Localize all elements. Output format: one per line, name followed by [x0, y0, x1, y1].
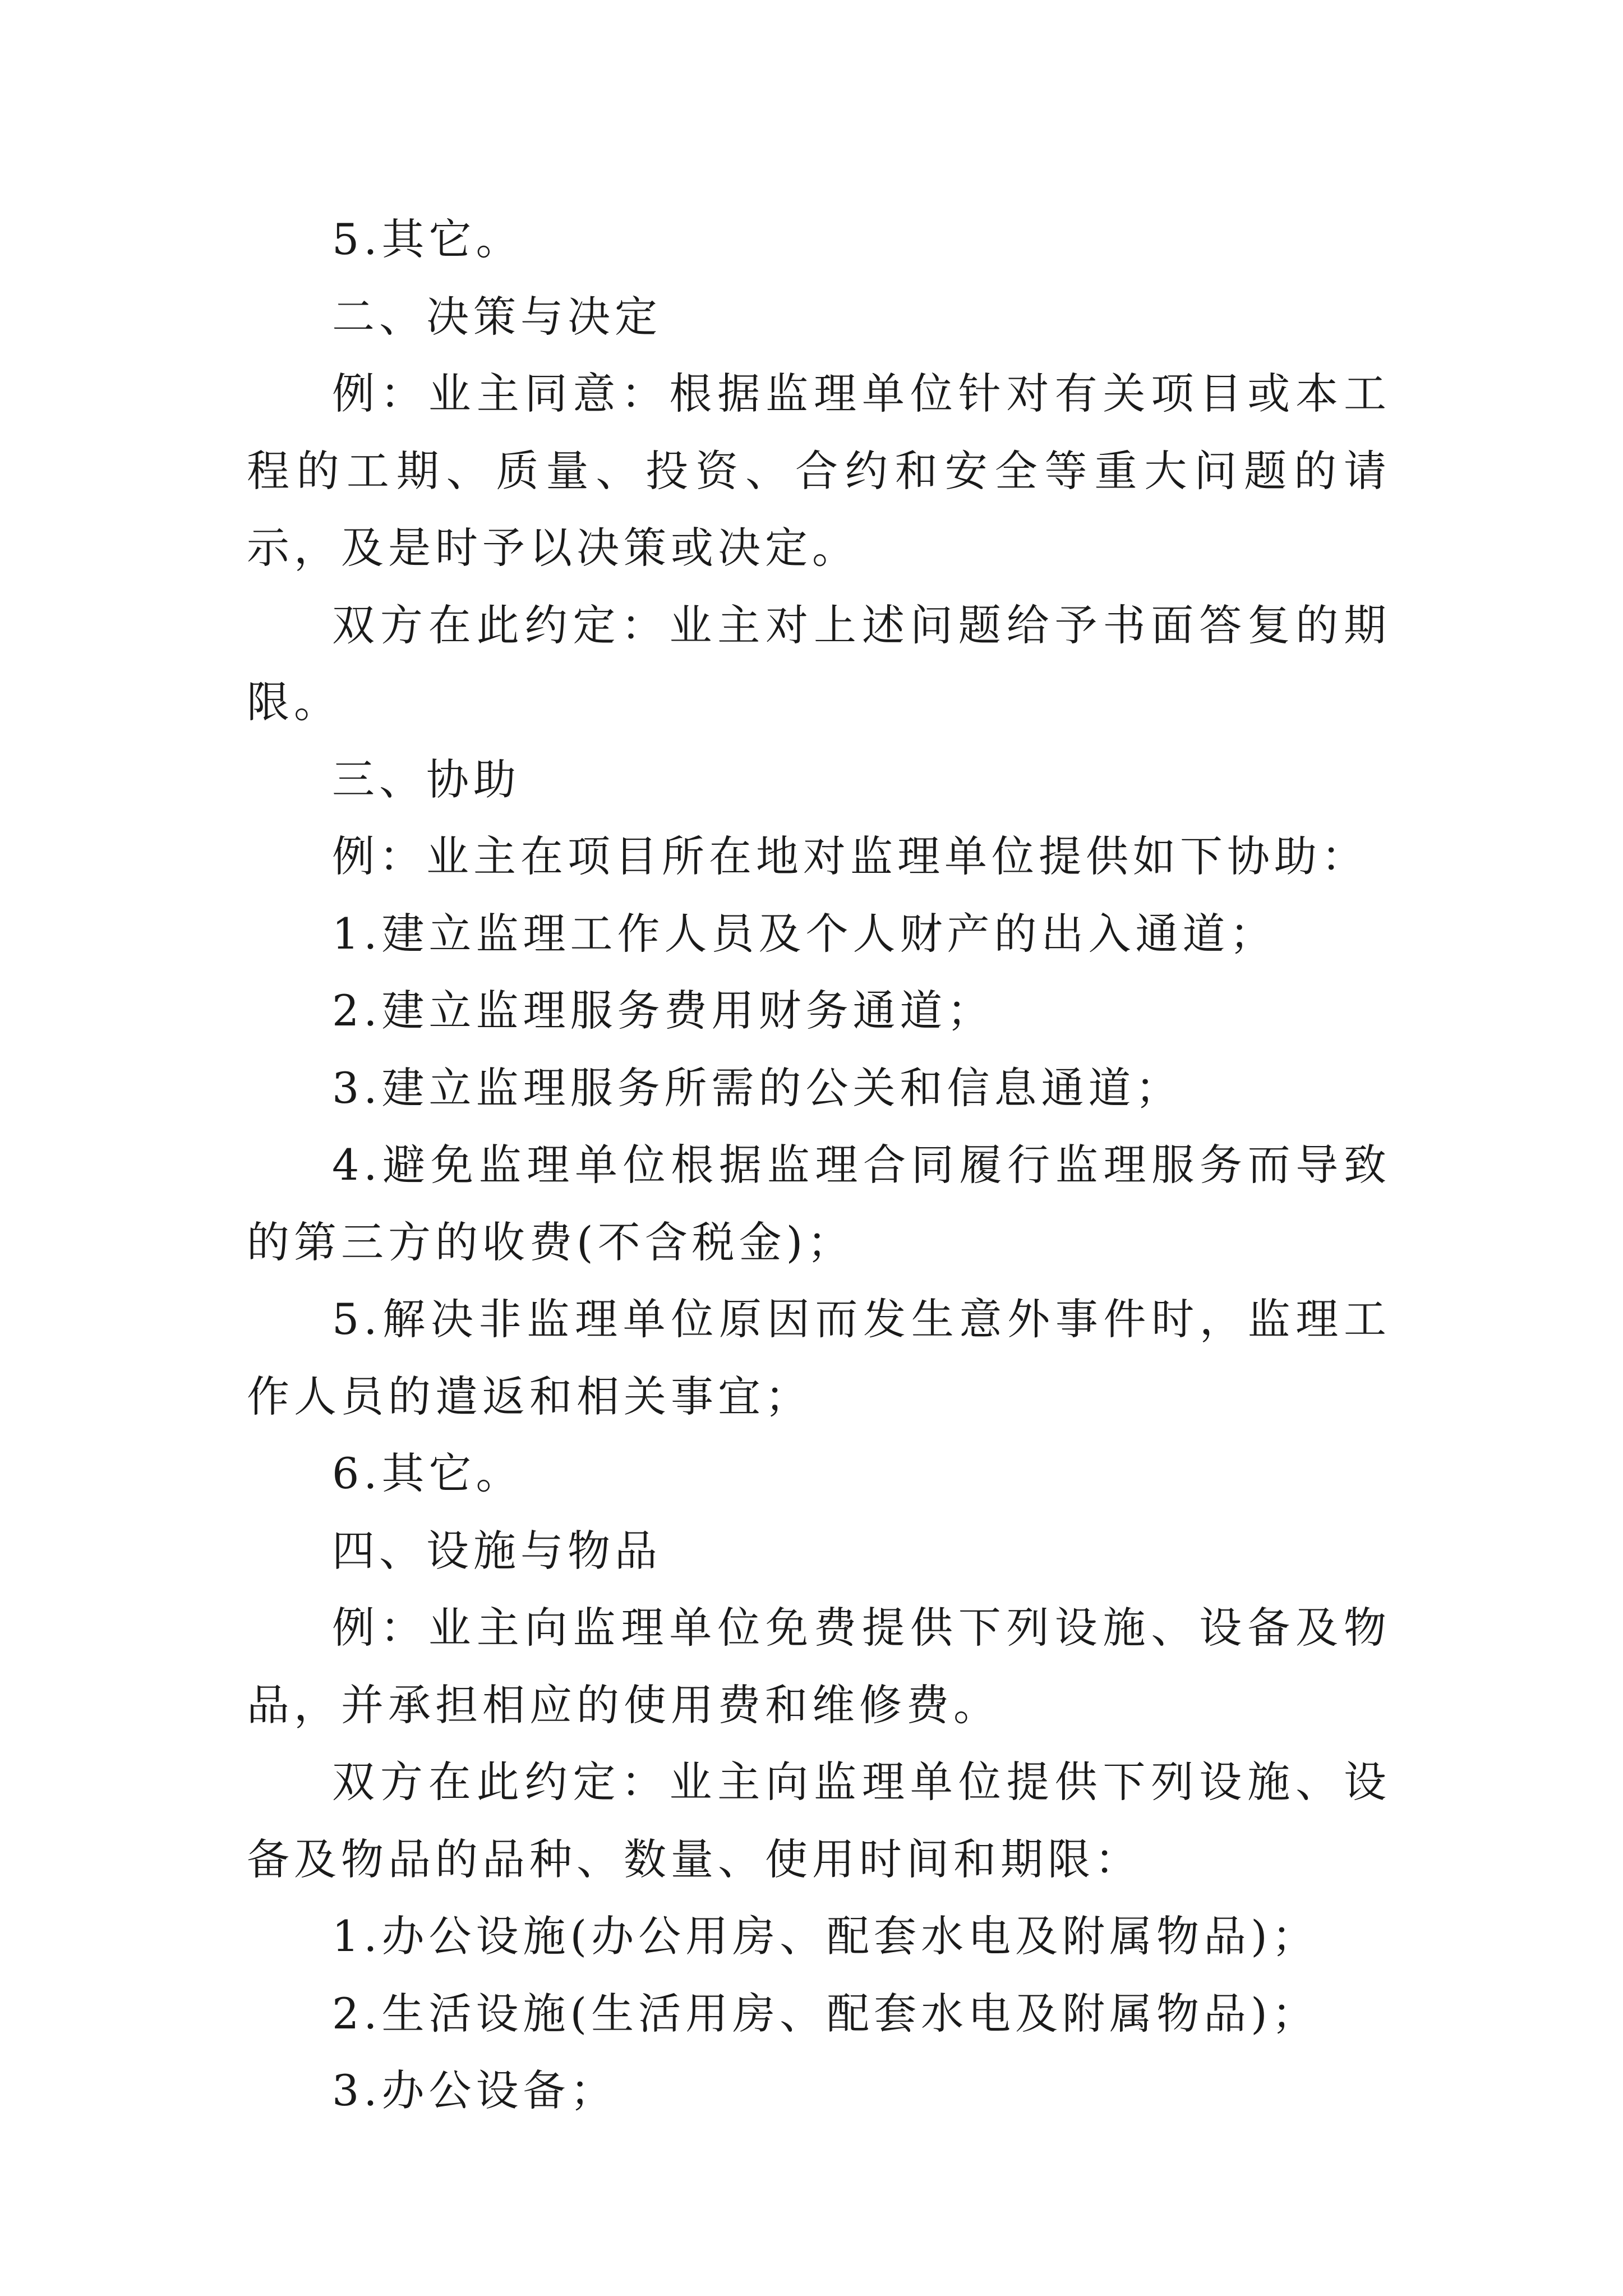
list-item: 2.生活设施(生活用房、配套水电及附属物品)； — [332, 1988, 1319, 2039]
list-item: 3.办公设备； — [332, 2065, 617, 2115]
section-heading-decision: 二、决策与决定 — [332, 291, 662, 342]
list-item: 1.办公设施(办公用房、配套水电及附属物品)； — [332, 1911, 1319, 1961]
section-heading-assistance: 三、协助 — [332, 754, 520, 804]
paragraph-item-5-other: 5.其它。 — [332, 214, 523, 264]
list-item: 5.解决非监理单位原因而发生意外事件时，监理工作人员的遣返和相关事宜； — [247, 1294, 1391, 1421]
paragraph-facilities-agreement: 双方在此约定：业主向监理单位提供下列设施、设备及物品的品种、数量、使用时间和期限： — [247, 1757, 1391, 1884]
paragraph-decision-example: 例：业主同意：根据监理单位针对有关项目或本工程的工期、质量、投资、合约和安全等重大问题的请示，及是时予以决策或决定。 — [247, 369, 1391, 573]
paragraph-decision-agreement: 双方在此约定：业主对上述问题给予书面答复的期限。 — [247, 600, 1391, 727]
list-item: 1.建立监理工作人员及个人财产的出入通道； — [332, 908, 1277, 959]
paragraph-assistance-example: 例：业主在项目所在地对监理单位提供如下协助： — [332, 831, 1368, 881]
section-heading-facilities: 四、设施与物品 — [332, 1525, 662, 1576]
list-item: 6.其它。 — [332, 1448, 523, 1498]
list-item: 2.建立监理服务费用财务通道； — [332, 986, 994, 1036]
list-item: 4.避免监理单位根据监理合同履行监理服务而导致的第三方的收费(不含税金)； — [247, 1140, 1391, 1267]
list-item: 3.建立监理服务所需的公关和信息通道； — [332, 1062, 1183, 1113]
body-text — [247, 201, 1391, 2129]
paragraph-facilities-example: 例：业主向监理单位免费提供下列设施、设备及物品，并承担相应的使用费和维修费。 — [247, 1603, 1391, 1730]
